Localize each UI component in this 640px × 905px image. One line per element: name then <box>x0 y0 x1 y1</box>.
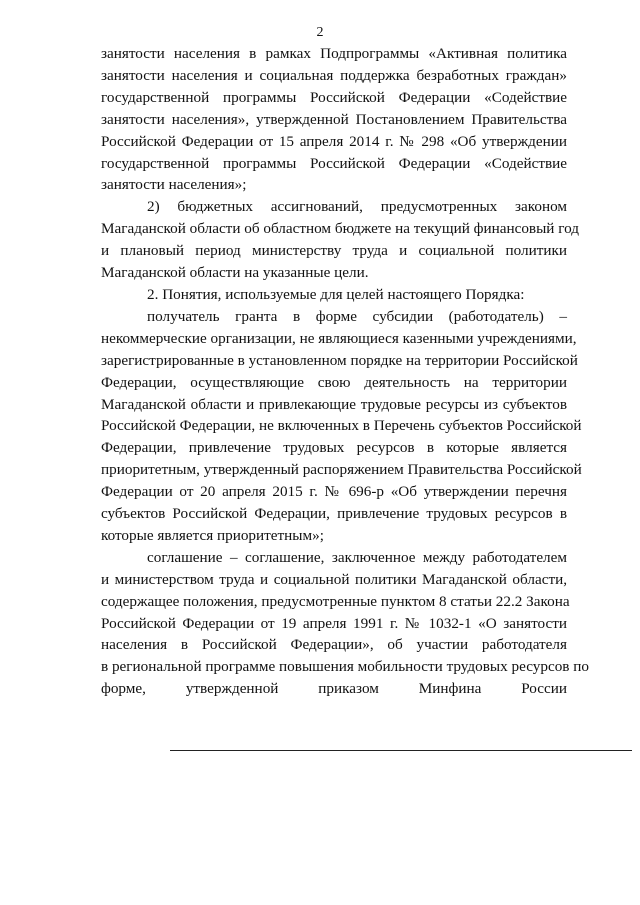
text-line: Российской Федерации, не включенных в Перечень субъектов Российской <box>101 417 582 435</box>
text-line: Магаданской области на указанные цели. <box>101 264 369 282</box>
text-line: населения в Российской Федерации», об участии работодателя <box>101 636 567 654</box>
text-line: занятости населения в рамках Подпрограммы «Активная политика <box>101 45 567 62</box>
text-line: Российской Федерации от 15 апреля 2014 г. № 298 «Об утверждении <box>101 132 567 150</box>
text-line: Федерации, осуществляющие свою деятельность на территории <box>101 373 567 391</box>
text-line: 2. Понятия, используемые для целей настоящего Порядка: <box>147 285 525 303</box>
text-line: Магаданской области об областном бюджете на текущий финансовый год <box>101 220 579 238</box>
text-line: и плановый период министерству труда и социальной политики <box>101 242 567 260</box>
text-line: получатель гранта в форме субсидии (работодатель) – <box>147 307 567 325</box>
text-line: соглашение – соглашение, заключенное между работодателем <box>147 548 567 566</box>
text-line: которые является приоритетным»; <box>101 526 324 544</box>
text-line: Федерации, привлечение трудовых ресурсов в которые является <box>101 439 567 457</box>
text-line: государственной программы Российской Федерации «Содействие <box>101 88 567 106</box>
text-line: зарегистрированные в установленном порядке на территории Российской <box>101 351 578 369</box>
text-line: и министерством труда и социальной политики Магаданской области, <box>101 570 567 588</box>
text-line: Российской Федерации от 19 апреля 1991 г. № 1032-1 «О занятости <box>101 614 567 632</box>
text-line: в региональной программе повышения мобильности трудовых ресурсов по <box>101 658 589 676</box>
text-line: занятости населения»; <box>101 176 247 194</box>
text-line: 2) бюджетных ассигнований, предусмотренных законом <box>147 198 567 216</box>
text-line: занятости населения», утвержденной Постановлением Правительства <box>101 110 567 128</box>
text-line: некоммерческие организации, не являющиеся казенными учреждениями, <box>101 329 577 347</box>
text-line: содержащее положения, предусмотренные пунктом 8 статьи 22.2 Закона <box>101 592 570 610</box>
text-line: Федерации от 20 апреля 2015 г. № 696-р «Об утверждении перечня <box>101 483 567 501</box>
text-line: Магаданской области и привлекающие трудовые ресурсы из субъектов <box>101 395 567 413</box>
text-line: субъектов Российской Федерации, привлечение трудовых ресурсов в <box>101 505 567 523</box>
document-body <box>101 43 589 700</box>
text-line: занятости населения и социальная поддержка безработных граждан» <box>101 66 567 84</box>
page-number: 2 <box>316 25 324 40</box>
footer-divider-line <box>170 750 632 751</box>
text-line: государственной программы Российской Федерации «Содействие <box>101 154 567 172</box>
text-line: приоритетным, утвержденный распоряжением Правительства Российской <box>101 461 582 479</box>
text-line: форме, утвержденной приказом Минфина России <box>101 680 567 698</box>
